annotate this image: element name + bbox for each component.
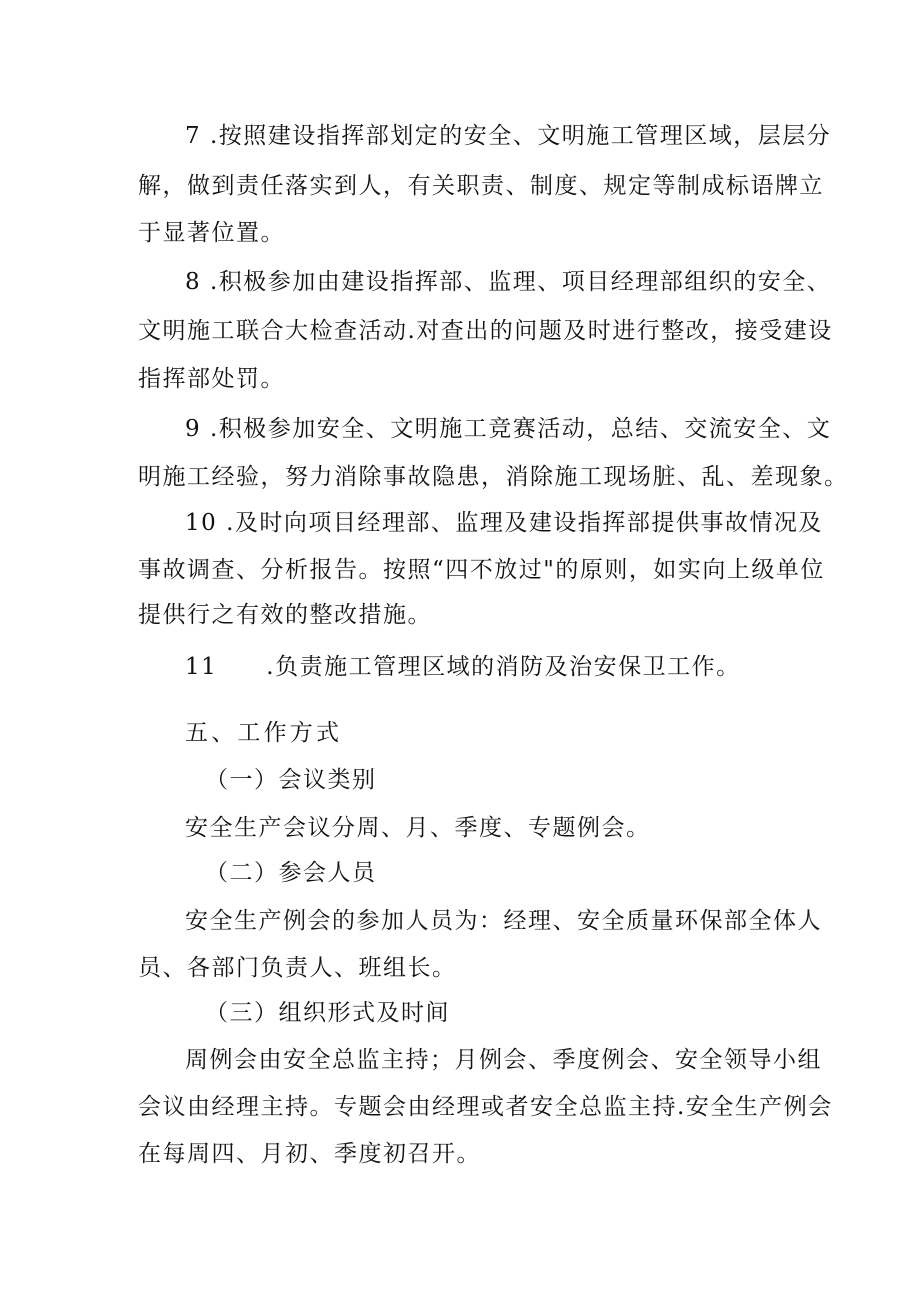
section5-sub2-text2: 员、各部门负责人、班组长。: [138, 955, 457, 981]
section5-sub3-text1: 周例会由安全总监主持；月例会、季度例会、安全领导小组: [185, 1047, 822, 1073]
item11-line1: 11 .负责施工管理区域的消防及治安保卫工作。: [185, 654, 741, 680]
section5-sub2-text1: 安全生产例会的参加人员为：经理、安全质量环保部全体人: [185, 908, 822, 934]
section5-sub1-heading: （一）会议类别: [205, 767, 377, 793]
section5-sub1-text1: 安全生产会议分周、月、季度、专题例会。: [185, 815, 651, 841]
section5-sub2-heading: （二）参会人员: [205, 860, 377, 886]
item10-line2: 事故调查、分析报告。按照“四不放过"的原则，如实向上级单位: [138, 557, 825, 583]
section5-heading: 五、工作方式: [185, 720, 343, 746]
item8-line3: 指挥部处罚。: [138, 366, 285, 392]
section5-sub3-heading: （三）组织形式及时间: [205, 1000, 450, 1026]
item9-line1: 9 .积极参加安全、文明施工竞赛活动，总结、交流安全、文: [185, 416, 832, 442]
item10-line3: 提供行之有效的整改措施。: [138, 602, 432, 628]
section5-sub3-text2: 会议由经理主持。专题会由经理或者安全总监主持.安全生产例会: [138, 1094, 833, 1120]
item7-line1: 7 .按照建设指挥部划定的安全、文明施工管理区域，层层分: [185, 123, 832, 149]
item7-line3: 于显著位置。: [138, 220, 285, 246]
item9-line2: 明施工经验，努力消除事故隐患，消除施工现场脏、乱、差现象。: [138, 464, 849, 490]
item8-line1: 8 .积极参加由建设指挥部、监理、项目经理部组织的安全、: [185, 269, 832, 295]
item7-line2: 解，做到责任落实到人，有关职责、制度、规定等制成标语牌立: [138, 173, 824, 199]
item8-line2: 文明施工联合大检查活动.对查出的问题及时进行整改，接受建设: [138, 318, 833, 344]
section5-sub3-text3: 在每周四、月初、季度初召开。: [138, 1141, 481, 1167]
item10-line1: 10 .及时向项目经理部、监理及建设指挥部提供事故情况及: [185, 510, 823, 536]
